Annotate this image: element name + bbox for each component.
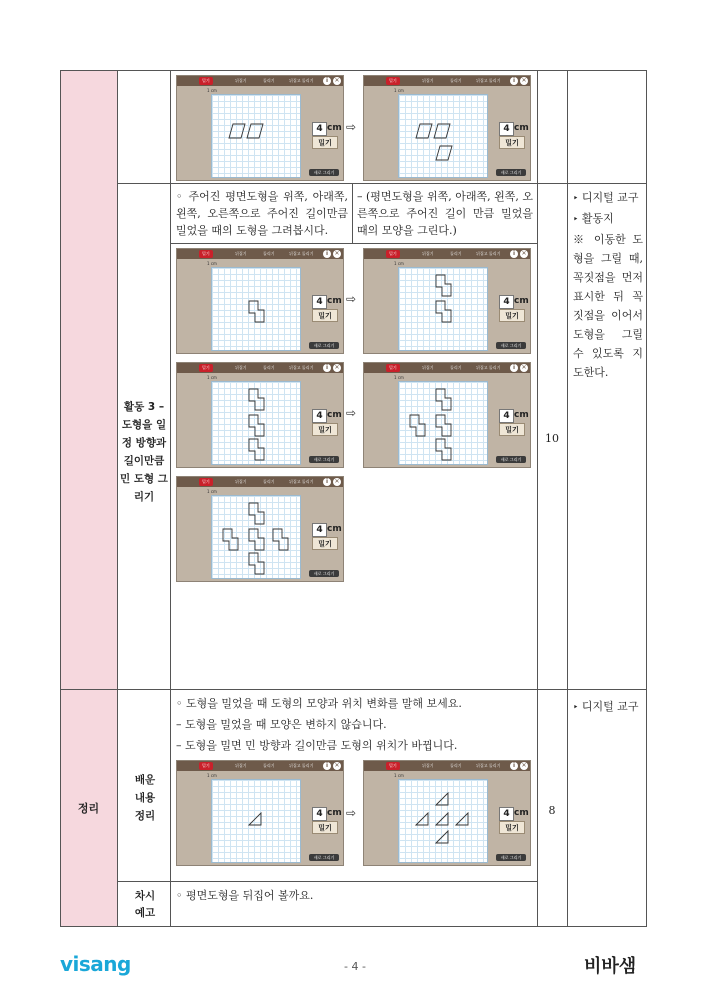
sim-tab[interactable]: 밀기	[199, 250, 213, 258]
redraw-button[interactable]: 새로 그리기	[496, 456, 526, 463]
shape-drawing	[398, 267, 488, 351]
close-icon[interactable]: ✕	[334, 762, 340, 769]
stage-column-shade	[60, 70, 117, 926]
note-caution: ※ 이동한 도형을 그릴 때, 꼭짓점을 먼저 표시한 뒤 꼭짓점을 이어서 도형을 그릴 수 있도록 지도한다.	[573, 233, 643, 379]
shape-simulation-screenshot	[363, 75, 531, 181]
sim-tab[interactable]: 뒤집기	[422, 78, 434, 83]
sim-tab[interactable]: 뒤집기	[235, 251, 247, 256]
push-button[interactable]: 밀기	[499, 309, 525, 322]
sim-tab[interactable]: 뒤집고 돌리기	[289, 763, 314, 768]
shape-drawing	[211, 779, 301, 863]
sim-tab[interactable]: 밀기	[199, 364, 213, 372]
redraw-button[interactable]: 새로 그리기	[496, 169, 526, 176]
redraw-button[interactable]: 새로 그리기	[309, 342, 339, 349]
sim-tab[interactable]: 밀기	[386, 250, 400, 258]
info-icon[interactable]: i	[323, 77, 331, 85]
close-icon[interactable]: ✕	[521, 762, 527, 769]
unit-label: 1 cm	[207, 88, 217, 93]
summary-stage-label: 정리	[77, 802, 100, 815]
sim-tab[interactable]: 뒤집고 돌리기	[289, 251, 314, 256]
close-icon[interactable]: ✕	[334, 250, 340, 257]
unit-label: 1 cm	[394, 88, 404, 93]
close-icon[interactable]: ✕	[521, 250, 527, 257]
distance-input[interactable]: 4	[312, 523, 327, 537]
sim-tab[interactable]: 뒤집기	[235, 78, 247, 83]
shape-simulation-screenshot	[176, 476, 344, 582]
sim-tab[interactable]: 뒤집고 돌리기	[289, 78, 314, 83]
shape-drawing	[211, 381, 301, 465]
summary-notes: ‣ 디지털 교구	[573, 700, 639, 713]
sim-tab[interactable]: 뒤집고 돌리기	[476, 251, 501, 256]
info-icon[interactable]: i	[323, 250, 331, 258]
info-icon[interactable]: i	[323, 364, 331, 372]
redraw-button[interactable]: 새로 그리기	[309, 169, 339, 176]
redraw-button[interactable]: 새로 그리기	[496, 342, 526, 349]
shape-simulation-screenshot	[176, 75, 344, 181]
sim-tab[interactable]: 뒤집기	[235, 479, 247, 484]
sim-tab[interactable]: 밀기	[199, 77, 213, 85]
push-button[interactable]: 밀기	[312, 309, 338, 322]
distance-input[interactable]: 4	[312, 807, 327, 821]
cm-label: cm	[514, 808, 529, 818]
cm-label: cm	[327, 524, 342, 534]
info-icon[interactable]: i	[510, 77, 518, 85]
unit-label: 1 cm	[207, 261, 217, 266]
page-number: - 4 -	[344, 960, 366, 973]
push-button[interactable]: 밀기	[499, 423, 525, 436]
cm-label: cm	[327, 410, 342, 420]
sim-tab[interactable]: 돌리기	[263, 78, 275, 83]
sim-tab[interactable]: 돌리기	[450, 251, 462, 256]
close-icon[interactable]: ✕	[334, 364, 340, 371]
close-icon[interactable]: ✕	[334, 77, 340, 84]
activity3-student-text: – (평면도형을 위쪽, 아래쪽, 왼쪽, 오른쪽으로 주어진 길이 만큼 밀었을 때의 모양을 그린다.)	[357, 190, 533, 237]
summary-question: ◦ 도형을 밀었을 때 도형의 모양과 위치 변화를 말해 보세요.	[176, 697, 462, 710]
distance-input[interactable]: 4	[312, 295, 327, 309]
info-icon[interactable]: i	[510, 364, 518, 372]
sim-tab[interactable]: 뒤집고 돌리기	[476, 365, 501, 370]
shape-drawing	[398, 94, 488, 178]
shape-simulation-screenshot	[176, 362, 344, 468]
sim-tab[interactable]: 뒤집고 돌리기	[289, 479, 314, 484]
arrow-2: ⇨	[346, 292, 357, 306]
shape-drawing	[398, 381, 488, 465]
info-icon[interactable]: i	[323, 762, 331, 770]
sim-tab[interactable]: 돌리기	[263, 251, 275, 256]
unit-label: 1 cm	[207, 375, 217, 380]
shape-simulation-screenshot	[176, 760, 344, 866]
push-button[interactable]: 밀기	[312, 821, 338, 834]
info-icon[interactable]: i	[323, 478, 331, 486]
sim-tab[interactable]: 밀기	[386, 77, 400, 85]
next-lesson-text: ◦ 평면도형을 뒤집어 볼까요.	[176, 889, 314, 902]
push-button[interactable]: 밀기	[312, 537, 338, 550]
sim-tab[interactable]: 돌리기	[450, 78, 462, 83]
arrow-3: ⇨	[346, 406, 357, 420]
shape-simulation-screenshot	[363, 248, 531, 354]
shape-simulation-screenshot	[363, 760, 531, 866]
cm-label: cm	[327, 808, 342, 818]
note-worksheet: ‣ 활동지	[573, 212, 614, 225]
push-button[interactable]: 밀기	[312, 423, 338, 436]
sim-tab[interactable]: 돌리기	[450, 365, 462, 370]
info-icon[interactable]: i	[510, 762, 518, 770]
push-button[interactable]: 밀기	[499, 136, 525, 149]
note-digital-tool-2: 디지털 교구	[581, 700, 639, 713]
sim-tab[interactable]: 뒤집기	[422, 365, 434, 370]
sim-tab[interactable]: 뒤집기	[422, 763, 434, 768]
info-icon[interactable]: i	[510, 250, 518, 258]
sim-tab[interactable]: 뒤집기	[422, 251, 434, 256]
sim-tab[interactable]: 밀기	[386, 762, 400, 770]
shape-drawing	[211, 94, 301, 178]
shape-drawing	[211, 495, 301, 579]
distance-input[interactable]: 4	[499, 295, 514, 309]
sim-tab[interactable]: 밀기	[386, 364, 400, 372]
sim-tab[interactable]: 뒤집고 돌리기	[289, 365, 314, 370]
cm-label: cm	[514, 123, 529, 133]
shape-simulation-screenshot	[176, 248, 344, 354]
shape-drawing	[211, 267, 301, 351]
summary-time: 8	[548, 804, 556, 817]
push-button[interactable]: 밀기	[499, 821, 525, 834]
distance-input[interactable]: 4	[312, 409, 327, 423]
sim-tab[interactable]: 밀기	[199, 762, 213, 770]
summary-label: 배운 내용 정리	[134, 774, 156, 822]
distance-input[interactable]: 4	[312, 122, 327, 136]
activity3-teacher-text: ◦ 주어진 평면도형을 위쪽, 아래쪽, 왼쪽, 오른쪽으로 주어진 길이만큼 밀었을 때의 도형을 그려봅시다.	[176, 190, 348, 237]
redraw-button[interactable]: 새로 그리기	[309, 456, 339, 463]
cm-label: cm	[514, 296, 529, 306]
shape-simulation-screenshot	[363, 362, 531, 468]
distance-input[interactable]: 4	[499, 122, 514, 136]
redraw-button[interactable]: 새로 그리기	[496, 854, 526, 861]
cm-label: cm	[514, 410, 529, 420]
sim-tab[interactable]: 돌리기	[263, 479, 275, 484]
push-button[interactable]: 밀기	[312, 136, 338, 149]
next-lesson-label: 차시 예고	[134, 890, 156, 919]
cm-label: cm	[327, 123, 342, 133]
sim-tab[interactable]: 뒤집고 돌리기	[476, 78, 501, 83]
close-icon[interactable]: ✕	[521, 77, 527, 84]
distance-input[interactable]: 4	[499, 807, 514, 821]
shape-drawing	[398, 779, 488, 863]
redraw-button[interactable]: 새로 그리기	[309, 854, 339, 861]
unit-label: 1 cm	[394, 261, 404, 266]
sim-tab[interactable]: 밀기	[199, 478, 213, 486]
unit-label: 1 cm	[207, 489, 217, 494]
arrow-4: ⇨	[346, 806, 357, 820]
close-icon[interactable]: ✕	[334, 478, 340, 485]
arrow-1: ⇨	[346, 120, 357, 134]
sim-tab[interactable]: 돌리기	[263, 763, 275, 768]
summary-answer-2: – 도형을 밀면 민 방향과 길이만큼 도형의 위치가 바뀝니다.	[176, 739, 458, 752]
sim-tab[interactable]: 돌리기	[450, 763, 462, 768]
visang-logo: visang	[60, 952, 131, 976]
cm-label: cm	[327, 296, 342, 306]
unit-label: 1 cm	[207, 773, 217, 778]
note-digital-tool: ‣ 디지털 교구	[573, 191, 639, 204]
sim-tab[interactable]: 뒤집기	[235, 365, 247, 370]
unit-label: 1 cm	[394, 773, 404, 778]
sim-tab[interactable]: 뒤집고 돌리기	[476, 763, 501, 768]
sim-tab[interactable]: 뒤집기	[235, 763, 247, 768]
distance-input[interactable]: 4	[499, 409, 514, 423]
sim-tab[interactable]: 돌리기	[263, 365, 275, 370]
unit-label: 1 cm	[394, 375, 404, 380]
vivasam-logo: 비바샘	[584, 956, 637, 977]
summary-answer-1: – 도형을 밀었을 때 모양은 변하지 않습니다.	[176, 718, 387, 731]
redraw-button[interactable]: 새로 그리기	[309, 570, 339, 577]
activity3-notes	[573, 188, 643, 382]
activity3-label: 활동 3 – 도형을 일정 방향과 길이만큼 민 도형 그리기	[120, 401, 168, 503]
activity3-time: 10	[545, 432, 559, 445]
close-icon[interactable]: ✕	[521, 364, 527, 371]
